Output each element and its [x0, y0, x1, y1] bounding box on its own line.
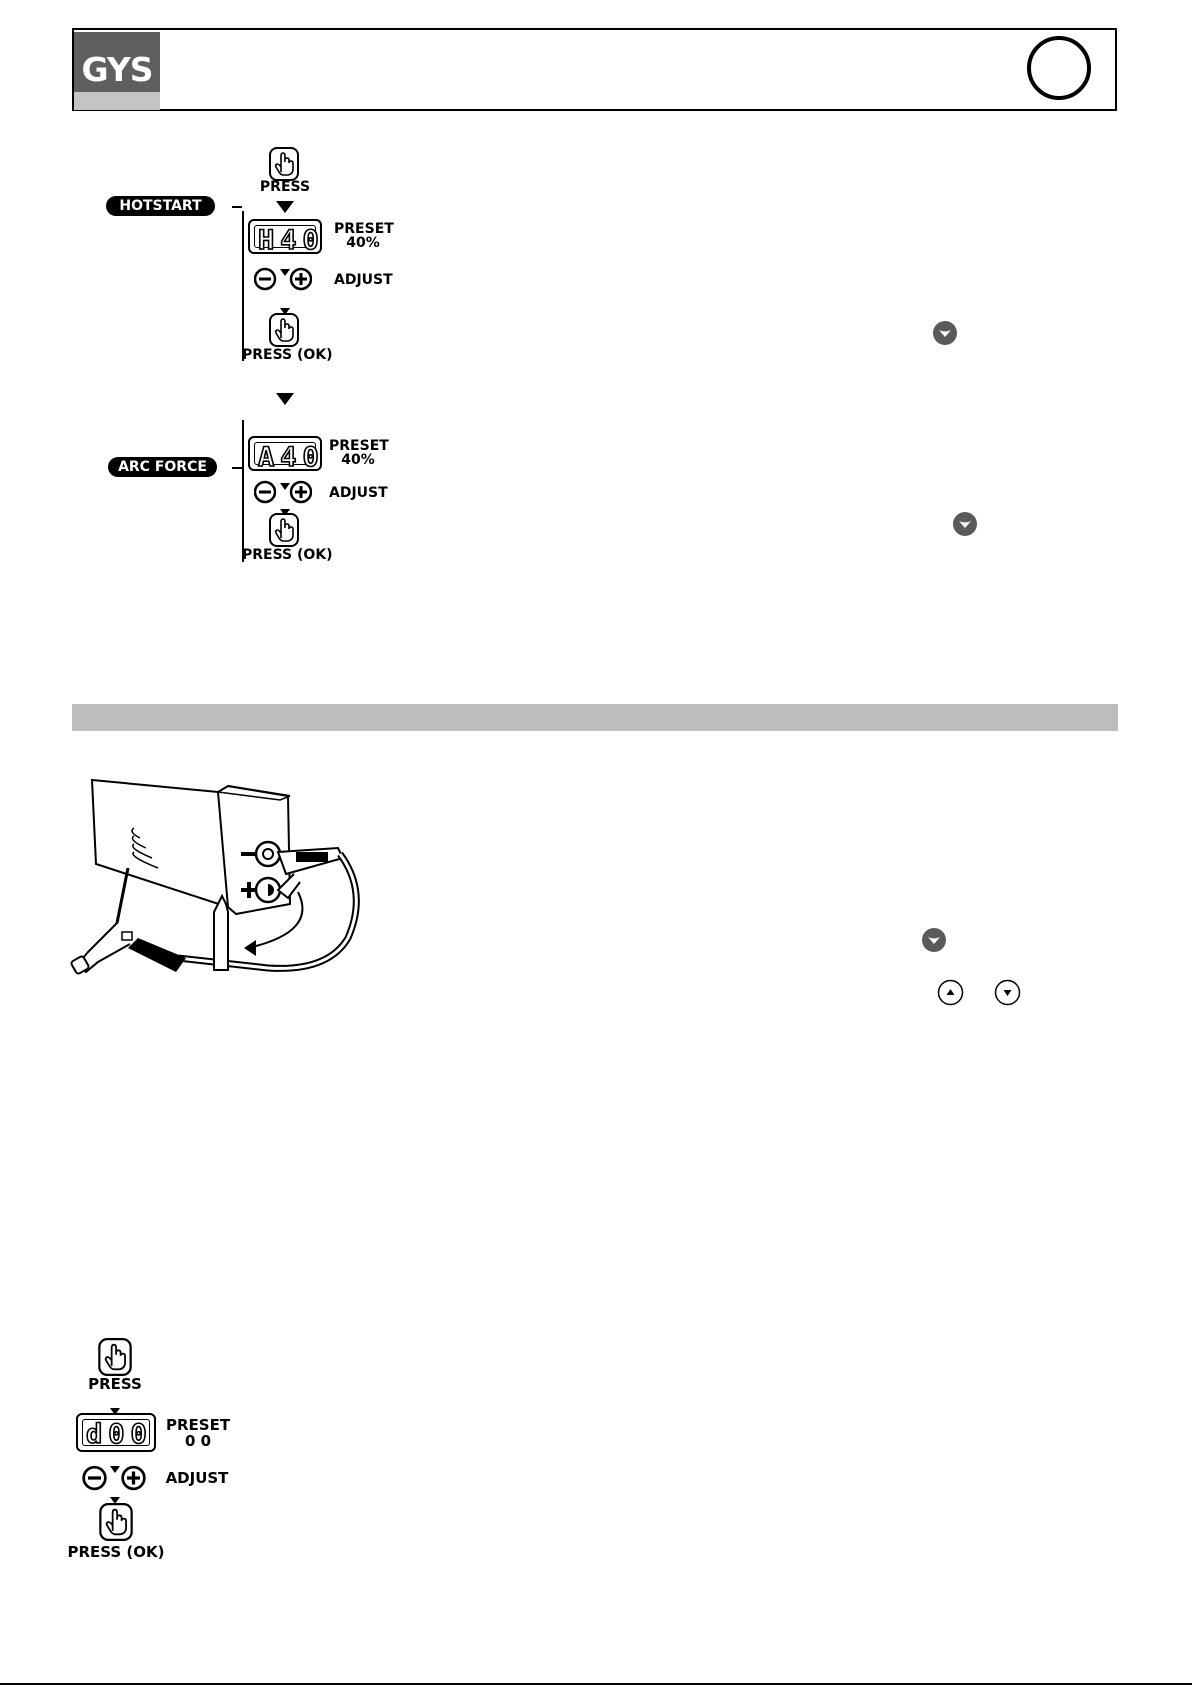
- arrow-down-icon: [276, 390, 294, 409]
- arcforce-preset-label: PRESET: [329, 438, 389, 454]
- minus-plus-buttons-icon: [254, 267, 312, 291]
- minus-plus-buttons-icon: [82, 1465, 146, 1491]
- up-button-icon: [937, 979, 964, 1010]
- bottom-adjust-label: ADJUST: [165, 1469, 229, 1487]
- bottom-preset-value: 0 0: [184, 1432, 212, 1450]
- connector-line: [232, 206, 242, 208]
- bottom-display: [76, 1413, 156, 1452]
- hotstart-adjust-label: ADJUST: [334, 272, 393, 288]
- hotstart-display: [248, 219, 325, 256]
- press-ok-hand-icon: [269, 313, 299, 347]
- menu-select-icon: [952, 511, 978, 541]
- arcforce-display: [248, 436, 325, 473]
- menu-select-icon: [921, 927, 947, 957]
- press-hand-icon: [269, 147, 299, 181]
- hotstart-press-ok-label: PRESS (OK): [242, 347, 333, 363]
- gys-logo: [74, 32, 160, 110]
- press-hand-icon: [98, 1338, 132, 1376]
- hotstart-press-label: PRESS: [259, 179, 311, 195]
- bracket-line: [242, 211, 244, 361]
- connector-line: [232, 467, 242, 469]
- press-ok-hand-icon: [99, 1503, 133, 1541]
- section-header-bar: [72, 704, 1118, 731]
- bottom-press-ok-label: PRESS (OK): [67, 1543, 165, 1561]
- arcforce-badge: ARC FORCE: [108, 457, 217, 477]
- bracket-line: [242, 420, 244, 562]
- arcforce-display-value: A40: [258, 442, 325, 473]
- menu-select-icon: [932, 320, 958, 350]
- bottom-preset-label: PRESET: [166, 1416, 231, 1434]
- hotstart-preset-label: PRESET: [334, 221, 394, 237]
- tig-connection-diagram: [68, 772, 368, 1008]
- page-header: [72, 28, 1117, 111]
- arrow-down-icon: [276, 198, 294, 217]
- hotstart-display-value: H40: [258, 225, 325, 256]
- hotstart-preset-value: 40%: [346, 235, 380, 251]
- arcforce-press-ok-label: PRESS (OK): [242, 547, 333, 563]
- arcforce-adjust-label: ADJUST: [329, 485, 388, 501]
- hotstart-badge: HOTSTART: [106, 196, 215, 216]
- logo-text: GYS: [81, 50, 153, 89]
- bottom-display-value: d00: [86, 1419, 153, 1450]
- language-circle-icon: [1027, 36, 1091, 100]
- arcforce-preset-value: 40%: [341, 452, 375, 468]
- down-button-icon: [994, 979, 1021, 1010]
- press-ok-hand-icon: [269, 513, 299, 547]
- bottom-press-label: PRESS: [88, 1375, 142, 1393]
